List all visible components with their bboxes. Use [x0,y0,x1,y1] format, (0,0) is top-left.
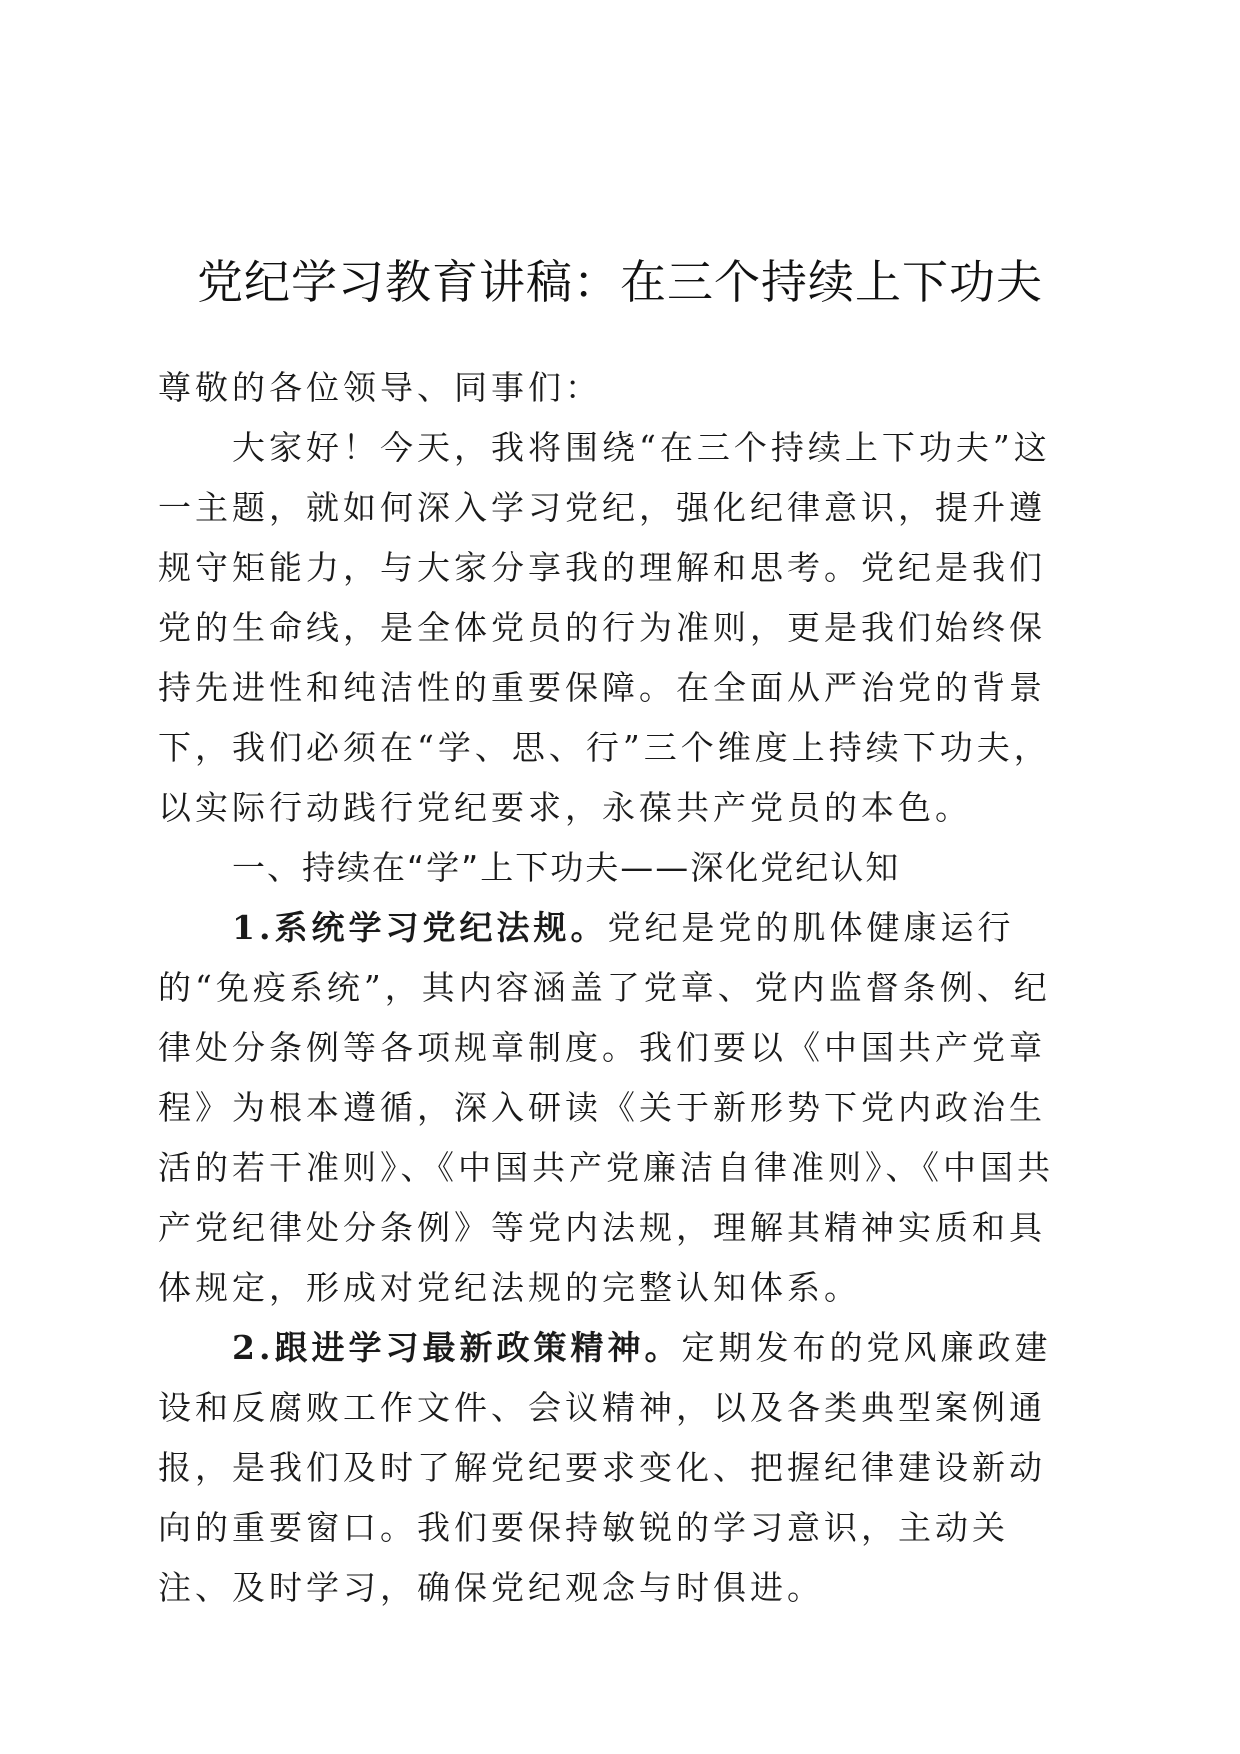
section-item-2 [158,1318,1082,1618]
section-item-1-text: 党纪是党的肌体健康运行的“免疫系统”，其内容涵盖了党章、党内监督条例、纪律处分条例等各项规章制度。我们要以《中国共产党章程》为根本遵循，深入研读《关于新形势下党内政治生活的若干准则》、《中国共产党廉洁自律准则》、《中国共产党纪律处分条例》等党内法规，理解其精神实质和具体规定，形成对党纪法规的完整认知体系。 [158,908,1054,1307]
section-heading: 一、持续在“学”上下功夫——深化党纪认知 [232,848,901,887]
salutation: 尊敬的各位领导、同事们： [158,368,602,407]
intro-paragraph: 大家好！今天，我将围绕“在三个持续上下功夫”这一主题，就如何深入学习党纪，强化纪律意识，提升遵规守矩能力，与大家分享我的理解和思考。党纪是我们党的生命线，是全体党员的行为准则，更是我们始终保持先进性和纯洁性的重要保障。在全面从严治党的背景下，我们必须在“学、思、行”三个维度上持续下功夫，以实际行动践行党纪要求，永葆共产党员的本色。 [158,428,1051,827]
section-item-2-text: 定期发布的党风廉政建设和反腐败工作文件、会议精神，以及各类典型案例通报，是我们及时了解党纪要求变化、把握纪律建设新动向的重要窗口。我们要保持敏锐的学习意识，主动关注、及时学习，确保党纪观念与时俱进。 [158,1328,1052,1607]
section-item-1-lead: 1.系统学习党纪法规。 [232,908,608,947]
page-title: 党纪学习教育讲稿：在三个持续上下功夫 [197,255,1043,309]
section-item-1 [158,898,1082,1318]
document-body [158,358,1082,1618]
section-item-2-lead: 2.跟进学习最新政策精神。 [232,1328,682,1367]
